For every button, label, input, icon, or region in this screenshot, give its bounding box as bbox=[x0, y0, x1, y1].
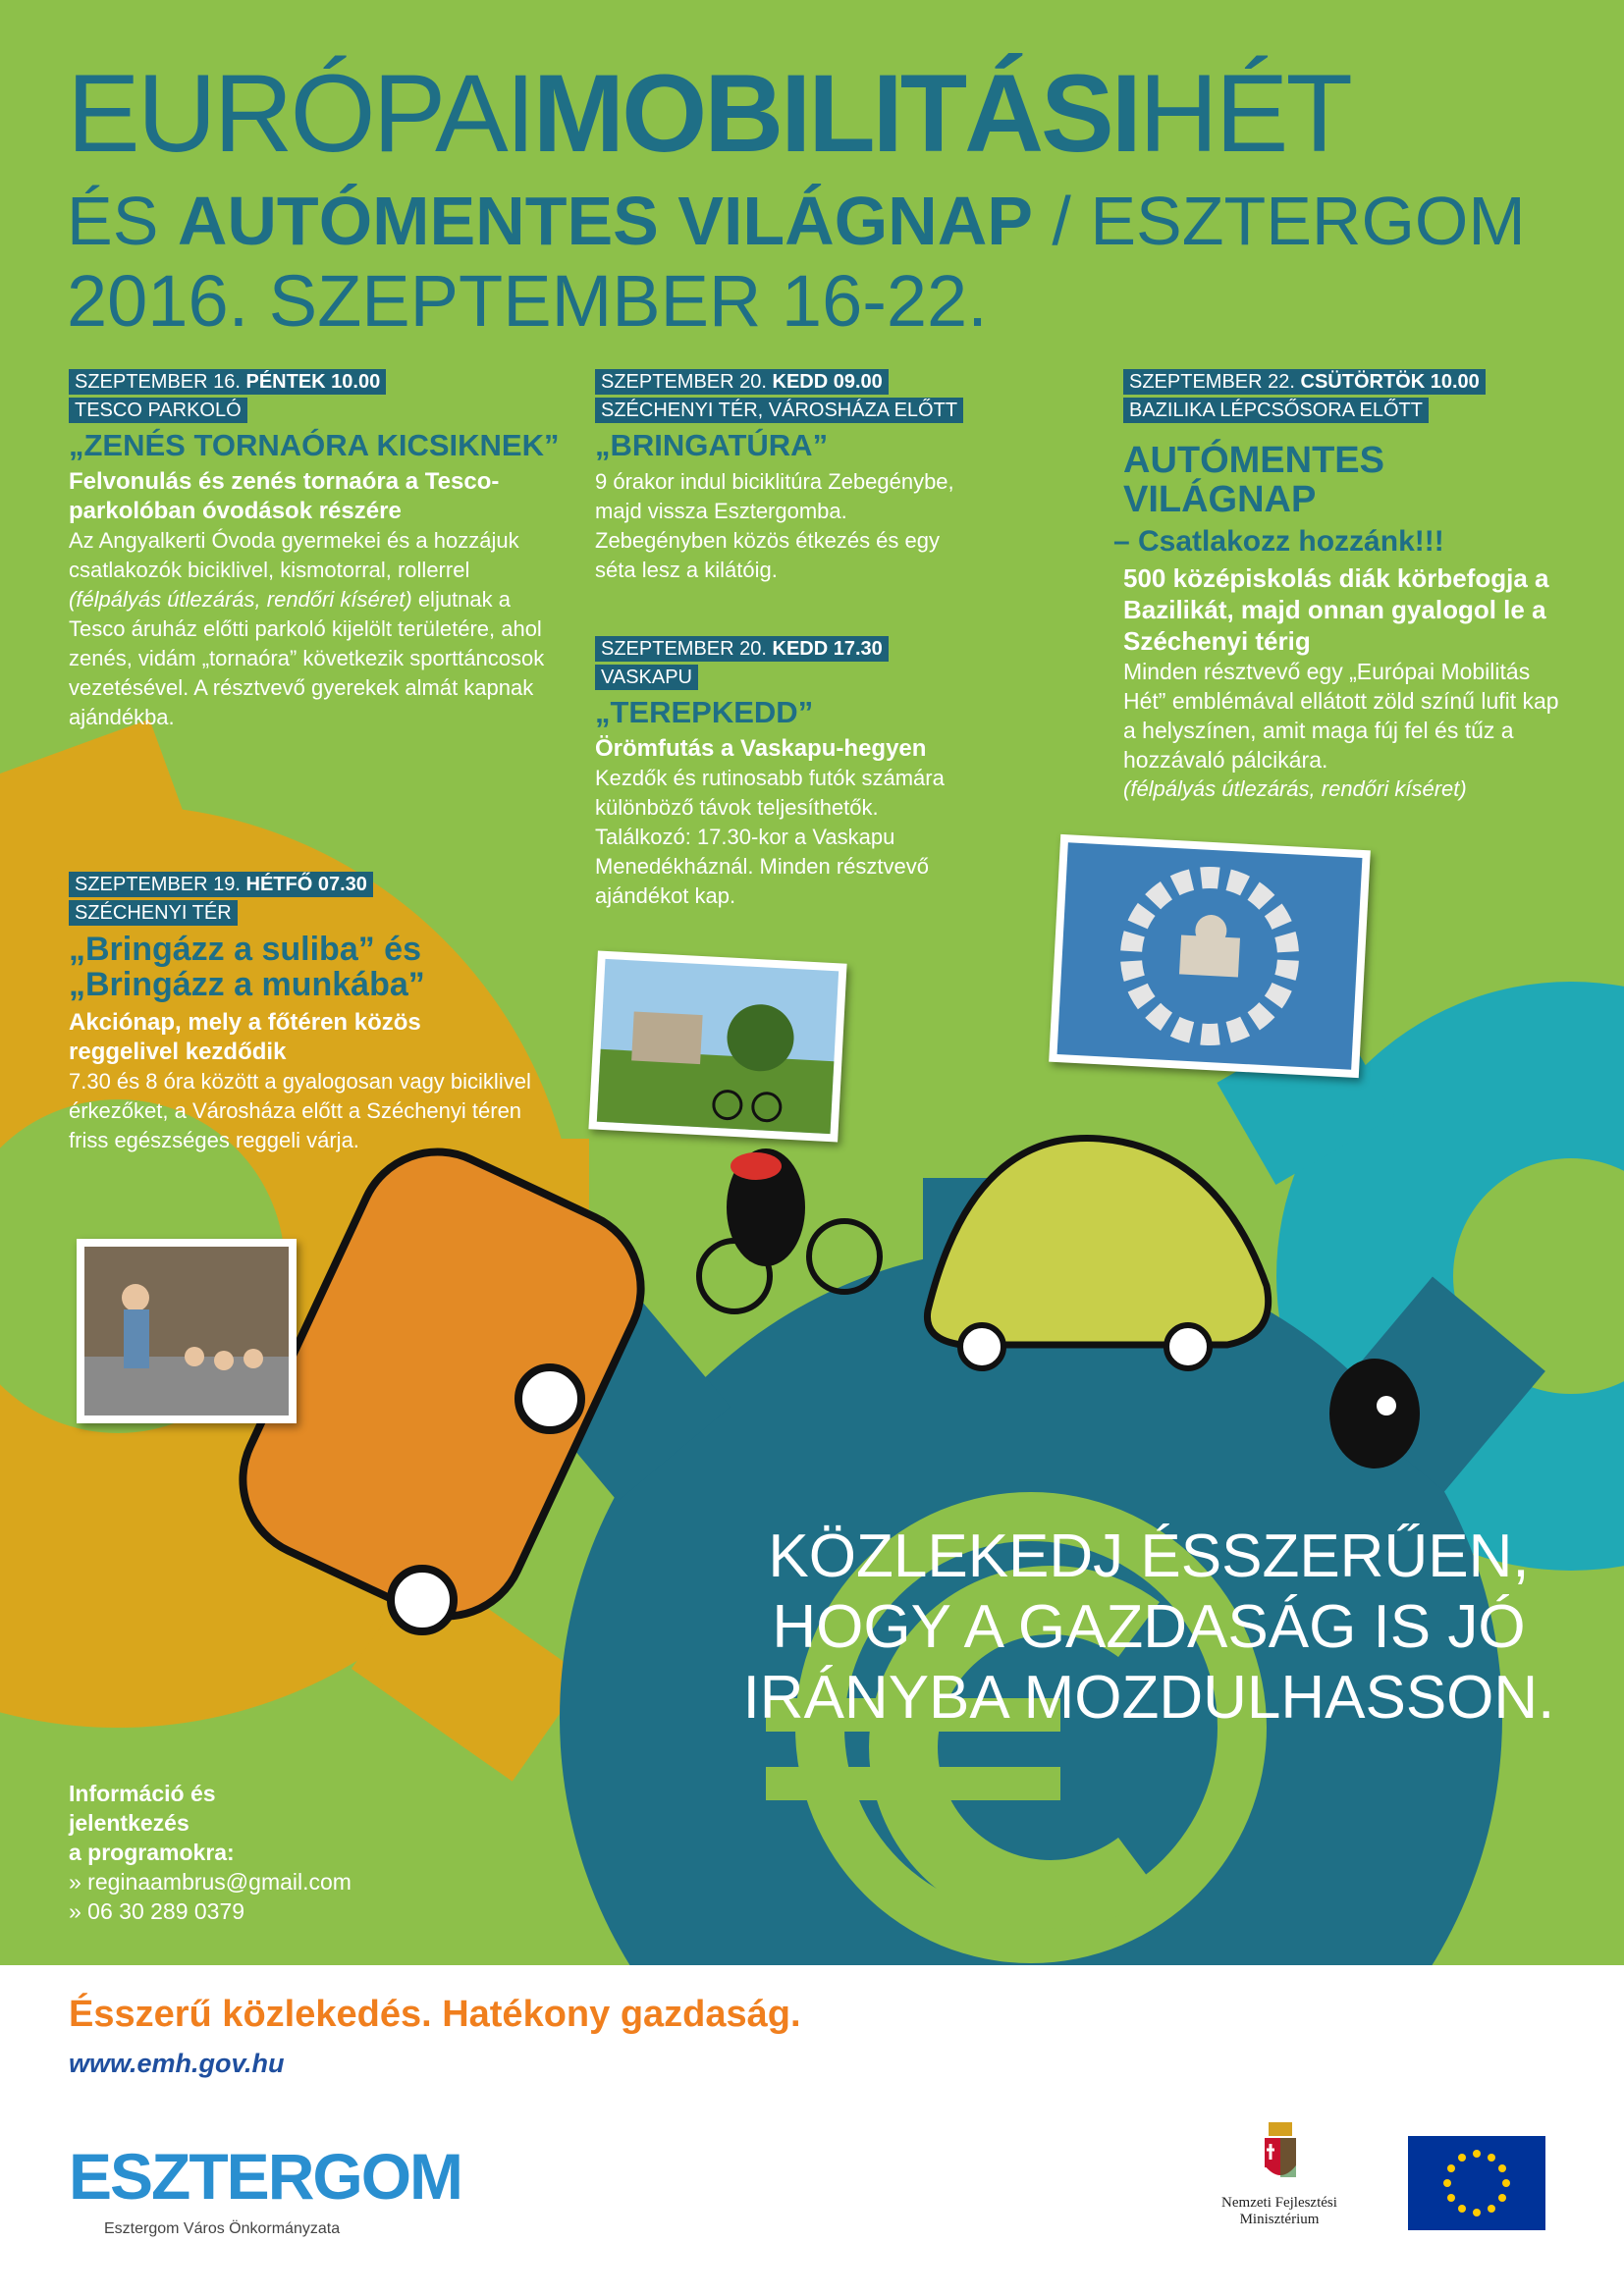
main-title: EURÓPAIMOBILITÁSIHÉT bbox=[67, 52, 1350, 175]
walker-illustration bbox=[1329, 1359, 1420, 1468]
info-label-1: Információ és bbox=[69, 1781, 216, 1806]
event-note: (félpályás útlezárás, rendőri kíséret) bbox=[1123, 776, 1467, 801]
photo-children bbox=[77, 1239, 297, 1423]
event-sept-20-evening bbox=[595, 636, 1027, 911]
event-lead: 500 középiskolás diák körbefogja a Bazilikát, majd onnan gyalogol le a Széchenyi térig bbox=[1123, 563, 1549, 656]
event-heading: „ZENÉS TORNAÓRA KICSIKNEK” bbox=[69, 428, 560, 462]
event-date-tag: SZEPTEMBER 20. KEDD 09.00 bbox=[595, 369, 889, 395]
event-date-tag: SZEPTEMBER 20. KEDD 17.30 bbox=[595, 636, 889, 662]
date-range: 2016. SZEPTEMBER 16-22. bbox=[67, 260, 988, 342]
hungarian-crest-icon bbox=[1261, 2120, 1300, 2189]
event-lead: Akciónap, mely a főtéren közös reggelivel kezdődik bbox=[69, 1009, 421, 1065]
website-link[interactable]: www.emh.gov.hu bbox=[69, 2049, 285, 2078]
esztergom-logo: ESZTERGOM bbox=[69, 2140, 462, 2213]
event-place-tag: SZÉCHENYI TÉR, VÁROSHÁZA ELŐTT bbox=[595, 398, 963, 423]
photo-basilica-drawings bbox=[1049, 834, 1371, 1078]
event-heading: „BRINGATÚRA” bbox=[595, 428, 829, 462]
event-date-tag: SZEPTEMBER 19. HÉTFŐ 07.30 bbox=[69, 872, 373, 897]
slogan: KÖZLEKEDJ ÉSSZERŰEN, HOGY A GAZDASÁG IS JÓ IRÁNYBA MOZDULHASSON. bbox=[742, 1522, 1555, 1732]
contact-phone[interactable]: » 06 30 289 0379 bbox=[69, 1898, 245, 1924]
event-body: Kezdők és rutinosabb futók számára különböző távok teljesíthetők. Találkozó: 17.30-kor a Vaskapu Menedékháznál. Minden résztvevő ajándékot kap. bbox=[595, 766, 945, 908]
event-place-tag: TESCO PARKOLÓ bbox=[69, 398, 247, 423]
info-label-3: a programokra: bbox=[69, 1840, 235, 1865]
event-date-tag: SZEPTEMBER 22. CSÜTÖRTÖK 10.00 bbox=[1123, 369, 1486, 395]
event-lead: Örömfutás a Vaskapu-hegyen bbox=[595, 735, 927, 762]
event-heading: „TEREPKEDD” bbox=[595, 695, 814, 729]
info-label-2: jelentkezés bbox=[69, 1810, 189, 1836]
event-subheading: – Csatlakozz hozzánk!!! bbox=[1113, 525, 1444, 558]
event-heading: „Bringázz a suliba” és „Bringázz a munkába” bbox=[69, 931, 425, 1003]
ministry-label: Nemzeti Fejlesztési Minisztérium bbox=[1221, 2195, 1337, 2227]
contact-email[interactable]: » reginaambrus@gmail.com bbox=[69, 1869, 352, 1895]
event-sept-20-morning bbox=[595, 369, 1027, 585]
event-place-tag: SZÉCHENYI TÉR bbox=[69, 900, 238, 926]
event-place-tag: VASKAPU bbox=[595, 665, 698, 690]
subtitle: ÉS AUTÓMENTES VILÁGNAP / ESZTERGOM bbox=[67, 183, 1526, 259]
eu-flag-icon bbox=[1408, 2136, 1545, 2230]
photo-cyclist bbox=[588, 950, 846, 1142]
event-sept-19 bbox=[69, 872, 560, 1155]
car-illustration bbox=[927, 1138, 1268, 1368]
city-government-label: Esztergom Város Önkormányzata bbox=[104, 2220, 341, 2237]
contact-info bbox=[69, 1779, 352, 1926]
event-body: 7.30 és 8 óra között a gyalogosan vagy biciklivel érkezőket, a Városháza előtt a Széchenyi téren friss egészséges reggeli várja. bbox=[69, 1069, 531, 1152]
event-body: Minden résztvevő egy „Európai Mobilitás Hét” emblémával ellátott zöld színű lufit kap a helyszínen, amit maga fúj fel és tűz a hozzávaló pálcikára. bbox=[1123, 659, 1559, 773]
event-place-tag: BAZILIKA LÉPCSŐSORA ELŐTT bbox=[1123, 398, 1429, 423]
event-sept-16 bbox=[69, 369, 560, 732]
event-sept-22 bbox=[1113, 369, 1585, 804]
event-lead: Felvonulás és zenés tornaóra a Tesco-parkolóban óvodások részére bbox=[69, 468, 500, 524]
event-body: Az Angyalkerti Óvoda gyermekei és a hozzájuk csatlakozók biciklivel, kismotorral, rollerrel (félpályás útlezárás, rendőri kíséret) eljutnak a Tesco áruház előtti parkoló kijelölt területére, ahol zenés, vidám „tornaóra” következik sporttáncosok vezetésével. A résztvevő gyerekek almát kapnak ajándékba. bbox=[69, 528, 545, 729]
event-date-tag: SZEPTEMBER 16. PÉNTEK 10.00 bbox=[69, 369, 386, 395]
event-body: 9 órakor indul biciklitúra Zebegénybe, majd vissza Esztergomba. Zebegényben közös étkezés és egy séta lesz a kilátóig. bbox=[595, 469, 954, 582]
footer-motto: Ésszerű közlekedés. Hatékony gazdaság. bbox=[69, 1994, 801, 2035]
event-heading: AUTÓMENTES VILÁGNAP bbox=[1123, 440, 1384, 520]
